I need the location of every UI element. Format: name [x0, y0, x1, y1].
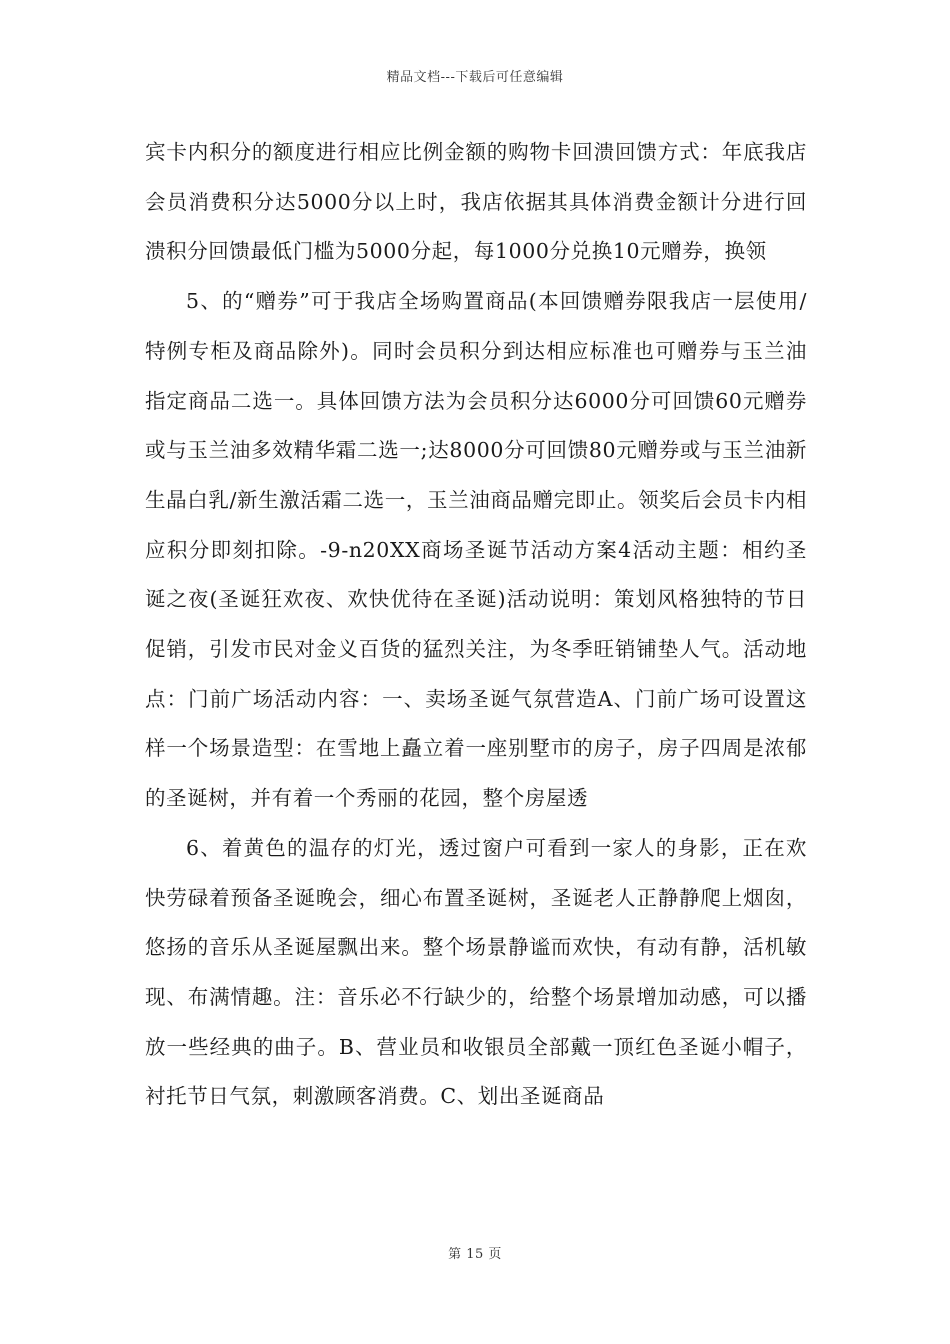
paragraph-3: 6、着黄色的温存的灯光，透过窗户可看到一家人的身影，正在欢快劳碌着预备圣诞晚会，细心布置圣诞树，圣诞老人正静静爬上烟囱，悠扬的音乐从圣诞屋飘出来。整个场景静谧而欢快，有动有静，活机敏现、布满情趣。注：音乐必不行缺少的，给整个场景增加动感，可以播放一些经典的曲子。B、营业员和收银员全部戴一顶红色圣诞小帽子，衬托节日气氛，刺激顾客消费。C、划出圣诞商品	[145, 835, 807, 1109]
paragraph-2: 5、的“赠券”可于我店全场购置商品(本回馈赠券限我店一层使用/特例专柜及商品除外)。同时会员积分到达相应标准也可赠券与玉兰油指定商品二选一。具体回馈方法为会员积分达6000分可回馈60元赠券或与玉兰油多效精华霜二选一;达8000分可回馈80元赠券或与玉兰油新生晶白乳/新生激活霜二选一，玉兰油商品赠完即止。领奖后会员卡内相应积分即刻扣除。-9-n20XX商场圣诞节活动方案4活动主题：相约圣诞之夜(圣诞狂欢夜、欢快优待在圣诞)活动说明：策划风格独特的节日促销，引发市民对金义百货的猛烈关注，为冬季旺销铺垫人气。活动地点：门前广场活动内容：一、卖场圣诞气氛营造A、门前广场可设置这样一个场景造型：在雪地上矗立着一座别墅市的房子，房子四周是浓郁的圣诞树，并有着一个秀丽的花园，整个房屋透	[145, 289, 807, 811]
paragraph-1: 宾卡内积分的额度进行相应比例金额的购物卡回溃回馈方式：年底我店会员消费积分达5000分以上时，我店依据其具体消费金额计分进行回溃积分回馈最低门槛为5000分起，每1000分兑换10元赠券，换领	[145, 140, 807, 264]
document-body	[145, 128, 807, 1122]
page-header: 精品文档---下载后可任意编辑	[386, 70, 564, 85]
page-number: 第 15 页	[448, 1247, 502, 1262]
